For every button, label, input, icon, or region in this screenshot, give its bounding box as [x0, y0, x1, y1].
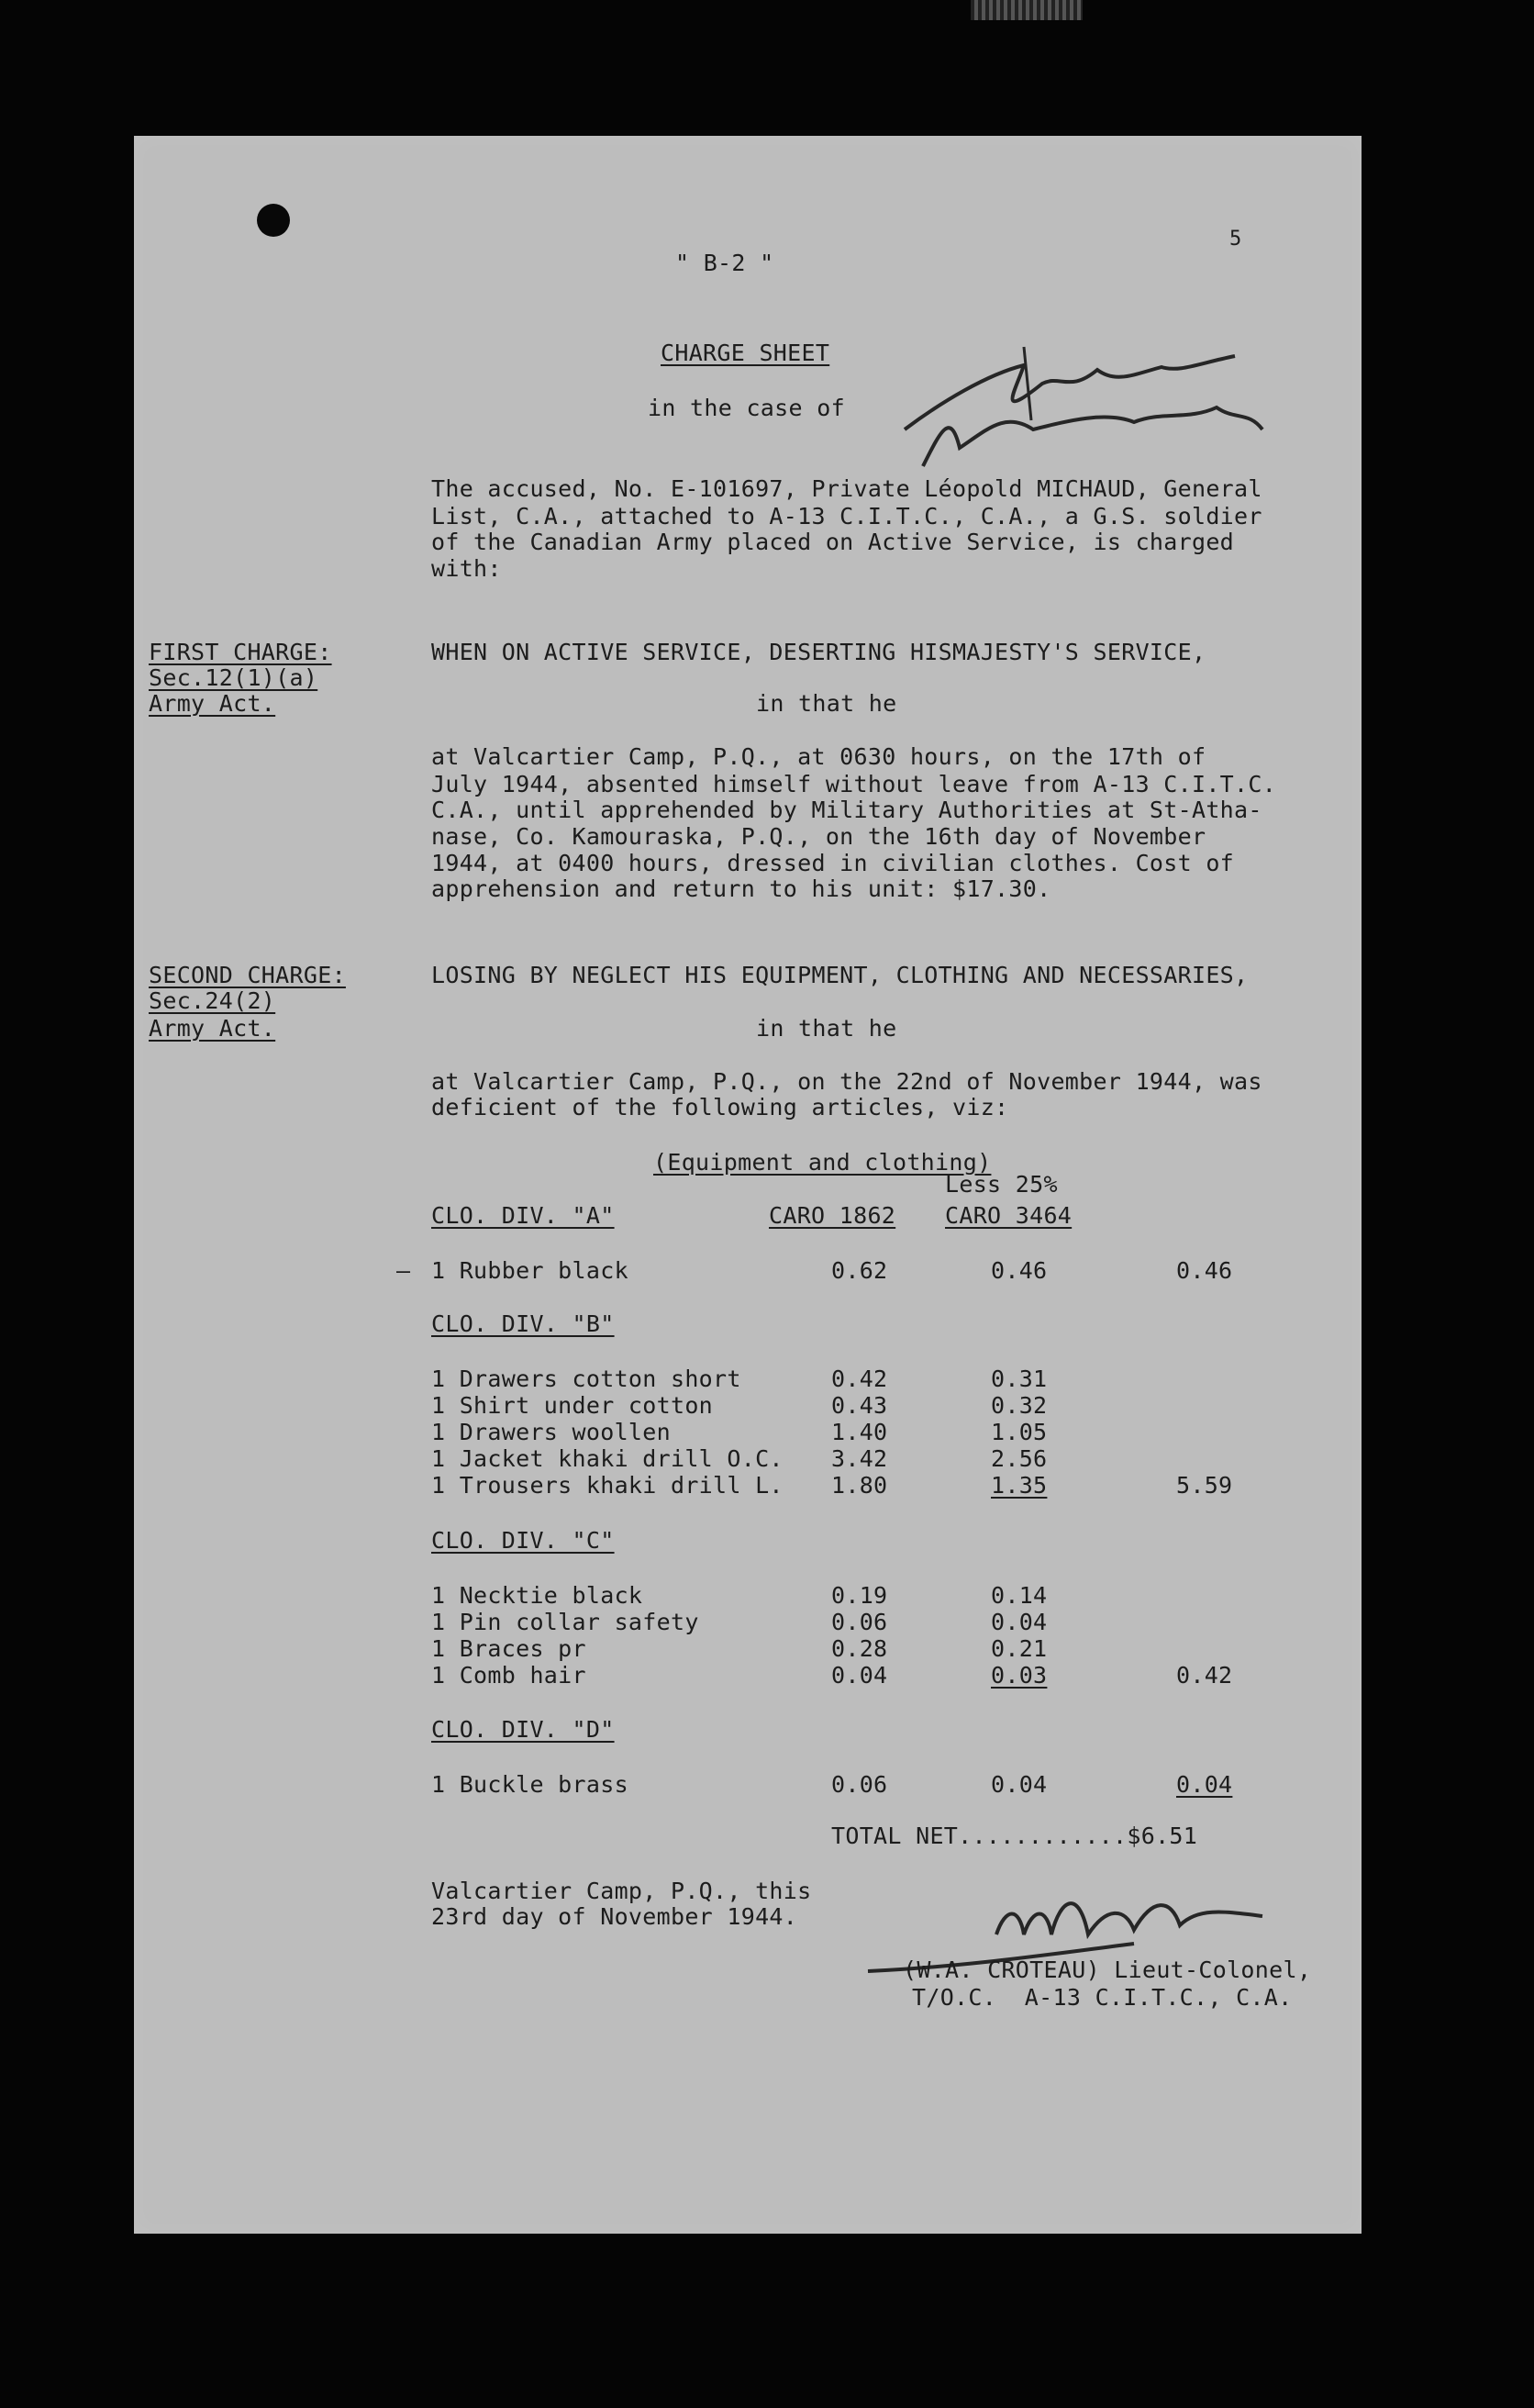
intro-line: of the Canadian Army placed on Active Service, is charged	[431, 529, 1235, 555]
less-label: Less 25%	[945, 1171, 1058, 1198]
item-caro-1862: 0.42	[831, 1366, 888, 1392]
intro-line: List, C.A., attached to A-13 C.I.T.C., C.A., a G.S. soldier	[431, 503, 1262, 530]
closing-line: 23rd day of November 1944.	[431, 1903, 798, 1930]
item-caro-1862: 3.42	[831, 1445, 888, 1472]
item-description: 1 Rubber black	[431, 1257, 628, 1284]
table-caption: (Equipment and clothing)	[653, 1149, 992, 1176]
signatory-line: T/O.C. A-13 C.I.T.C., C.A.	[912, 1984, 1293, 2011]
intro-line: with:	[431, 555, 502, 582]
punch-hole	[257, 204, 290, 237]
item-caro-3464: 1.35	[991, 1472, 1048, 1499]
item-description: 1 Drawers woollen	[431, 1419, 671, 1445]
second-charge-act: Army Act.	[149, 1015, 276, 1042]
item-caro-3464: 0.31	[991, 1366, 1048, 1392]
item-caro-3464: 0.03	[991, 1662, 1048, 1689]
item-description: 1 Braces pr	[431, 1635, 586, 1662]
first-charge-act: Army Act.	[149, 690, 276, 717]
charge-line: C.A., until apprehended by Military Authorities at St-Atha-	[431, 797, 1262, 823]
item-caro-3464: 0.21	[991, 1635, 1048, 1662]
group-subtotal: 5.59	[1176, 1472, 1233, 1499]
margin-tick: —	[396, 1257, 411, 1284]
item-caro-3464: 0.04	[991, 1771, 1048, 1798]
group-heading: CLO. DIV. "D"	[431, 1716, 615, 1743]
item-caro-3464: 0.14	[991, 1582, 1048, 1609]
second-charge-label: SECOND CHARGE:	[149, 962, 346, 988]
item-description: 1 Comb hair	[431, 1662, 586, 1689]
charge-line: 1944, at 0400 hours, dressed in civilian clothes. Cost of	[431, 850, 1235, 876]
item-description: 1 Jacket khaki drill O.C.	[431, 1445, 784, 1472]
item-caro-1862: 0.19	[831, 1582, 888, 1609]
charge-line: deficient of the following articles, viz:	[431, 1094, 1009, 1120]
item-caro-1862: 0.28	[831, 1635, 888, 1662]
item-caro-1862: 1.80	[831, 1472, 888, 1499]
item-caro-1862: 0.62	[831, 1257, 888, 1284]
item-caro-1862: 1.40	[831, 1419, 888, 1445]
item-description: 1 Shirt under cotton	[431, 1392, 714, 1419]
first-charge-in-that: in that he	[756, 690, 897, 717]
signatory-line: (W.A. CROTEAU) Lieut-Colonel,	[903, 1956, 1312, 1983]
item-description: 1 Trousers khaki drill L.	[431, 1472, 784, 1499]
film-edge-marks	[971, 0, 1083, 20]
first-charge-heading: WHEN ON ACTIVE SERVICE, DESERTING HISMAJESTY'S SERVICE,	[431, 639, 1206, 665]
item-caro-3464: 0.32	[991, 1392, 1048, 1419]
group-heading: CLO. DIV. "A"	[431, 1202, 615, 1229]
item-caro-3464: 0.04	[991, 1609, 1048, 1635]
closing-line: Valcartier Camp, P.Q., this	[431, 1878, 812, 1904]
item-description: 1 Necktie black	[431, 1582, 643, 1609]
item-description: 1 Drawers cotton short	[431, 1366, 741, 1392]
charge-line: at Valcartier Camp, P.Q., at 0630 hours, on the 17th of	[431, 743, 1206, 770]
group-subtotal: 0.04	[1176, 1771, 1233, 1798]
item-caro-1862: 0.06	[831, 1609, 888, 1635]
second-charge-in-that: in that he	[756, 1015, 897, 1042]
first-charge-label: FIRST CHARGE:	[149, 639, 332, 665]
item-caro-1862: 0.43	[831, 1392, 888, 1419]
col2-header: CARO 3464	[945, 1202, 1073, 1229]
document-title: CHARGE SHEET	[661, 340, 830, 366]
charge-line: apprehension and return to his unit: $17.30.	[431, 875, 1051, 902]
second-charge-heading: LOSING BY NEGLECT HIS EQUIPMENT, CLOTHING AND NECESSARIES,	[431, 962, 1249, 988]
total-net: TOTAL NET............$6.51	[831, 1823, 1198, 1849]
item-caro-3464: 1.05	[991, 1419, 1048, 1445]
group-heading: CLO. DIV. "B"	[431, 1310, 615, 1337]
charge-line: at Valcartier Camp, P.Q., on the 22nd of November 1944, was	[431, 1068, 1262, 1095]
intro-line: The accused, No. E-101697, Private Léopold MICHAUD, General	[431, 475, 1262, 502]
item-description: 1 Buckle brass	[431, 1771, 628, 1798]
charge-sheet-page	[134, 136, 1362, 2234]
handwritten-signature-top	[886, 319, 1272, 475]
group-subtotal: 0.42	[1176, 1662, 1233, 1689]
item-description: 1 Pin collar safety	[431, 1609, 699, 1635]
first-charge-section: Sec.12(1)(a)	[149, 664, 318, 691]
charge-line: nase, Co. Kamouraska, P.Q., on the 16th day of November	[431, 823, 1206, 850]
group-heading: CLO. DIV. "C"	[431, 1527, 615, 1554]
item-caro-1862: 0.04	[831, 1662, 888, 1689]
page-label: " B-2 "	[675, 250, 774, 276]
item-caro-3464: 0.46	[991, 1257, 1048, 1284]
col1-header: CARO 1862	[769, 1202, 896, 1229]
charge-line: July 1944, absented himself without leave from A-13 C.I.T.C.	[431, 771, 1277, 797]
page-number: 5	[1229, 228, 1242, 251]
group-subtotal: 0.46	[1176, 1257, 1233, 1284]
item-caro-1862: 0.06	[831, 1771, 888, 1798]
document-subtitle: in the case of	[648, 395, 845, 421]
item-caro-3464: 2.56	[991, 1445, 1048, 1472]
second-charge-section: Sec.24(2)	[149, 987, 276, 1014]
